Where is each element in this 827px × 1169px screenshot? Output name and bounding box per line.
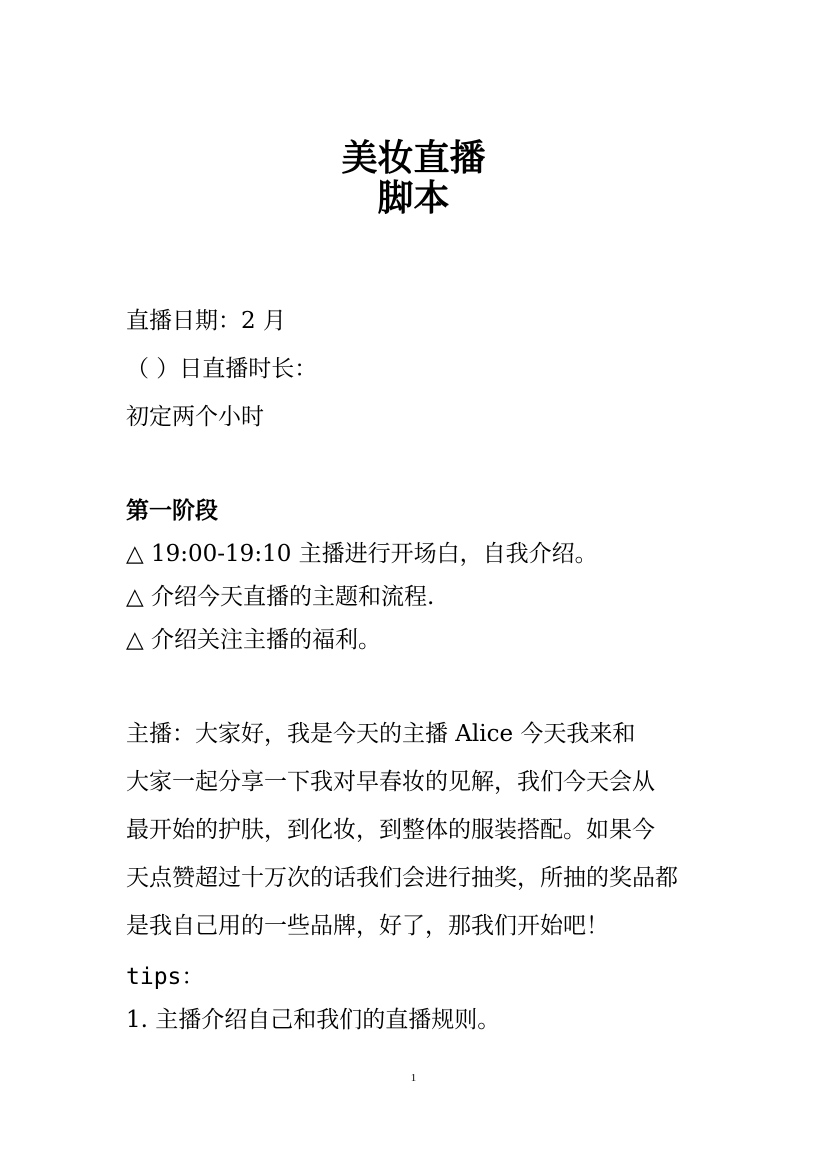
tip-item: 1. 主播介绍自己和我们的直播规则。 <box>126 1007 501 1033</box>
host-speech-line: 最开始的护肤，到化妆，到整体的服装搭配。如果今 <box>126 817 655 843</box>
host-speech-line: 天点赞超过十万次的话我们会进行抽奖，所抽的奖品都 <box>126 865 678 891</box>
host-speech-line: 主播：大家好，我是今天的主播 Alice 今天我来和 <box>126 721 636 747</box>
planned-duration-line: 初定两个小时 <box>126 404 264 430</box>
bullet-item: △ 19:00-19:10 主播进行开场白，自我介绍。 <box>126 541 598 567</box>
page-number: 1 <box>410 1072 417 1084</box>
host-speech-line: 是我自己用的一些品牌，好了，那我们开始吧！ <box>126 913 609 939</box>
tips-label: tips： <box>126 964 205 990</box>
section-heading: 第一阶段 <box>126 497 218 524</box>
live-duration-line: （ ）日直播时长： <box>126 356 318 382</box>
host-speech-line: 大家一起分享一下我对早春妆的见解，我们今天会从 <box>126 769 655 795</box>
bullet-item: △ 介绍今天直播的主题和流程. <box>126 584 435 610</box>
title-line-1: 美妆直播 <box>341 137 486 179</box>
title-line-2: 脚本 <box>377 177 450 219</box>
document-title <box>0 138 827 218</box>
live-date-line: 直播日期：2 月 <box>126 308 286 334</box>
bullet-item: △ 介绍关注主播的福利。 <box>126 627 381 653</box>
